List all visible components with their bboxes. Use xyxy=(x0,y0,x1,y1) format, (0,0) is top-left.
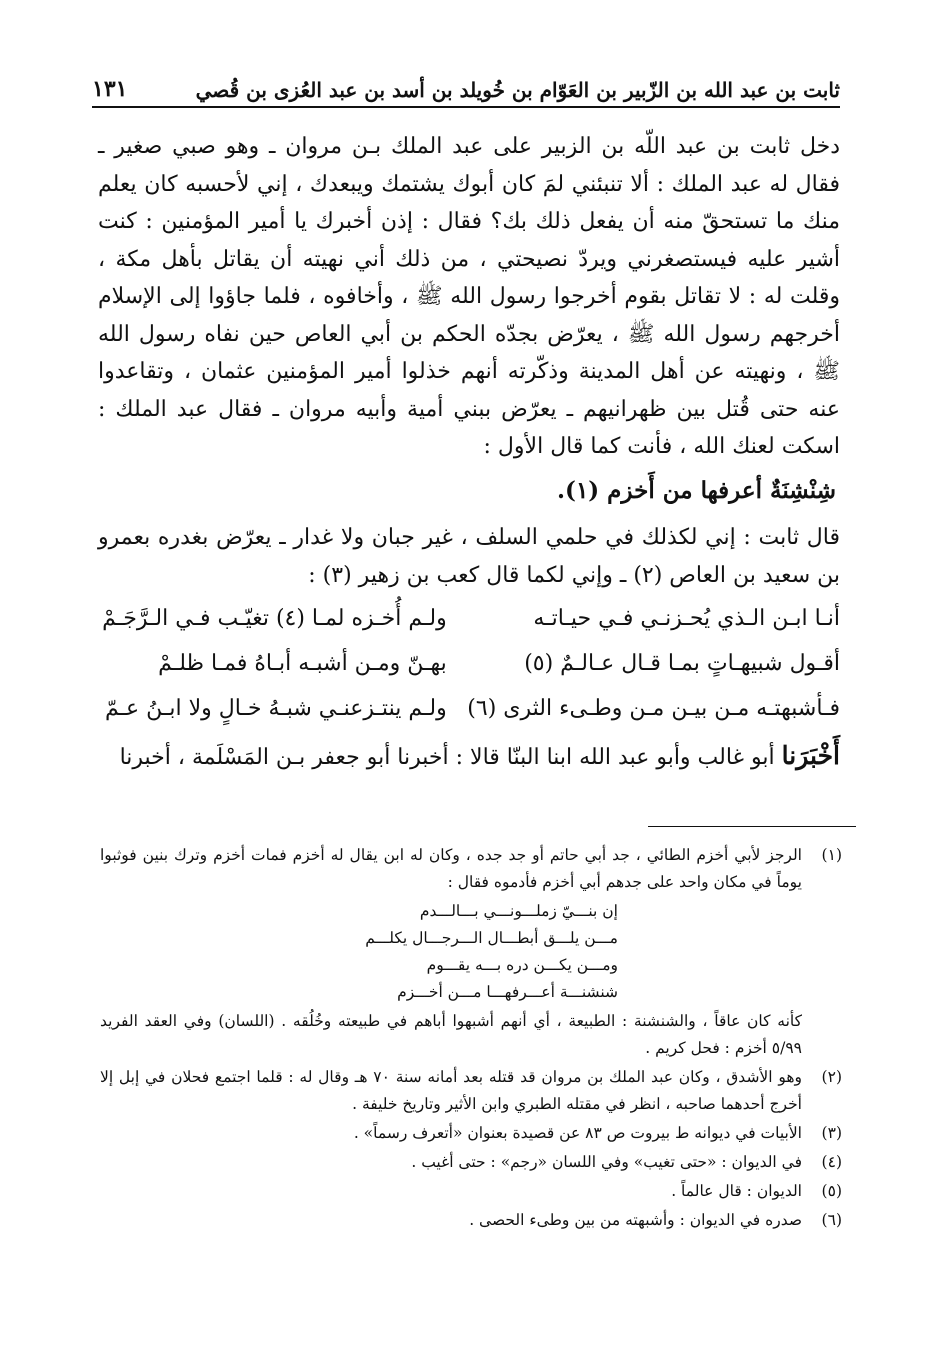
verse-second-hemistich: ولـم أُخـزه لمـا (٤) تغيّـب فـي الـرَّجَـمْ xyxy=(102,605,447,631)
paragraph-2: قال ثابت : إني لكذلك في حلمي السلف ، غير جبان ولا غدار ـ يعرّض بغدره بعمرو بن سعيد بن العاص (٢) ـ وإني لكما قال كعب بن زهير (٣) : xyxy=(98,525,840,588)
footnote-body xyxy=(100,842,802,1062)
verse-second-hemistich: ولـم ينتـزعنـي شبـهُ خـالٍ ولا ابـنُ عـمّ xyxy=(104,695,447,721)
footnote-text: صدره في الديوان : وأشبهته من بين وطىء الحصى . xyxy=(469,1211,802,1229)
main-text xyxy=(98,128,840,777)
footnote-3 xyxy=(100,1120,842,1147)
page-number: ١٣١ xyxy=(92,76,128,102)
footnote-text: وهو الأشدق ، وكان عبد الملك بن مروان قد قتله بعد أمانه سنة ٧٠ هـ وقال له : قلما اجتمع فحلان في إبل إلا أخرج أحدهما صاحبه ، انظر في مقتله الطبري وابن الأثير وتاريخ خليفة . xyxy=(100,1068,802,1113)
poem xyxy=(98,596,840,731)
page-header xyxy=(92,62,840,102)
poem-verse xyxy=(98,641,840,686)
rajaz-line: شنشنـــة أعـــرفهـــا مـــن أخـــزم xyxy=(397,983,618,1001)
footnote-number: (٣) xyxy=(821,1124,842,1142)
footnote-number: (١) xyxy=(821,846,842,864)
footnote-continuation: كأنه كان عاقاً ، والشنشنة : الطبيعة ، أي أنهم أشبهوا أباهم في طبيعته وخُلُقه . (اللسان) وفي العقد الفريد ٥/٩٩ أخزم : فحل كريم . xyxy=(100,1012,802,1057)
footnote-text: الديوان : قال عالماً . xyxy=(671,1182,802,1200)
header-rule xyxy=(92,106,840,108)
verse-second-hemistich: بهـنّ ومـن أشبـه أبـاهُ فمـا ظلـمْ xyxy=(158,650,447,676)
isnad-line xyxy=(98,737,840,777)
running-title: ثابت بن عبد الله بن الزّبير بن العَوّام بن خُويلد بن أسد بن عبد العُزى بن قُصي xyxy=(195,78,840,102)
verse-first-hemistich: فـأشبهتـه مـن بيـن مـن وطـىء الثرى (٦) xyxy=(467,695,840,721)
paragraph-1: دخل ثابت بن عبد اللّه بن الزبير على عبد الملك بـن مروان ـ وهو صبي صغير ـ فقال له عبد الملك : ألا تنبئني لمَ كان أبوك يشتمك ويبعدك ، إني لأحسبه كان يعلم منك ما تستحقّ منه أن يفعل ذلك بك؟ فقال : إذن أخبرك يا أمير المؤمنين : كنت أشير عليه فيستصغرني ويردّ نصيحتي ، من ذلك أني نهيته أن يقاتل بأهل مكة ، وقلت له : لا تقاتل بقوم أخرجوا رسول الله ﷺ ، وأخافوه ، فلما جاؤوا إلى الإسلام أخرجهم رسول الله ﷺ ، يعرّض بجدّه الحكم بن أبي العاص حين نفاه رسول الله ﷺ ، ونهيته عن أهل المدينة وذكّرته أنهم خذلوا أمير المؤمنين عثمان ، وتقاعدوا عنه حتى قُتل بين ظهرانيهم ـ يعرّض ببني أمية وأبيه مروان ـ فقال عبد الملك : اسكت لعنك الله ، فأنت كما قال الأول : xyxy=(98,134,840,459)
footnote-2 xyxy=(100,1064,842,1118)
footnote-5 xyxy=(100,1178,842,1205)
rajaz-line: ومـــن يكـــن دره بـــه يقـــوم xyxy=(426,956,618,974)
footnote-text: في الديوان : «حتى تغيب» وفي اللسان «رجم» : حتى أغيب . xyxy=(411,1153,802,1171)
footnote-4 xyxy=(100,1149,842,1176)
footnote-number: (٥) xyxy=(821,1182,842,1200)
verse-first-hemistich: أقـول شبيهـاتٍ بمـا قـال عـالـمٌ (٥) xyxy=(524,650,840,676)
footnote-text: الرجز لأبي أخزم الطائي ، جد أبي حاتم أو جد جده ، وكان له ابن يقال له أخزم فمات أخزم وترك بنين فوثبوا يوماً في مكان واحد على جدهم أبي أخزم فأدموه فقال : xyxy=(100,846,802,891)
footnote-1 xyxy=(100,842,842,1062)
footnote-number: (٤) xyxy=(821,1153,842,1171)
isnad-lead-word: أَخْبَرَنا xyxy=(781,741,840,770)
rajaz-verses xyxy=(100,898,802,1006)
isnad-text: أبو غالب وأبو عبد الله ابنا البنّا قالا : أخبرنا أبو جعفر بـن المَسْلَمة ، أخبرنا xyxy=(119,745,775,770)
poem-verse xyxy=(98,686,840,731)
verse-first-hemistich: أنـا ابـن الـذي يُحـزنـي فـي حيـاتـه xyxy=(533,605,840,631)
footnotes xyxy=(100,842,842,1236)
poem-verse xyxy=(98,596,840,641)
rajaz-line: مـــن يلـــق أبطـــال الـــرجـــال يكلـــم xyxy=(365,929,618,947)
rajaz-line: إن بنـــيّ زملـــونـــي بـــالـــدم xyxy=(419,902,618,920)
footnote-6 xyxy=(100,1207,842,1234)
footnote-rule xyxy=(648,826,856,827)
footnote-number: (٦) xyxy=(821,1211,842,1229)
footnote-text: الأبيات في ديوانه ط بيروت ص ٨٣ عن قصيدة بعنوان «أتعرف رسماً» . xyxy=(353,1124,802,1142)
proverb-line: شِنْشِنَةٌ أعرفها من أَخزم (١). xyxy=(557,476,836,504)
footnote-number: (٢) xyxy=(821,1068,842,1086)
